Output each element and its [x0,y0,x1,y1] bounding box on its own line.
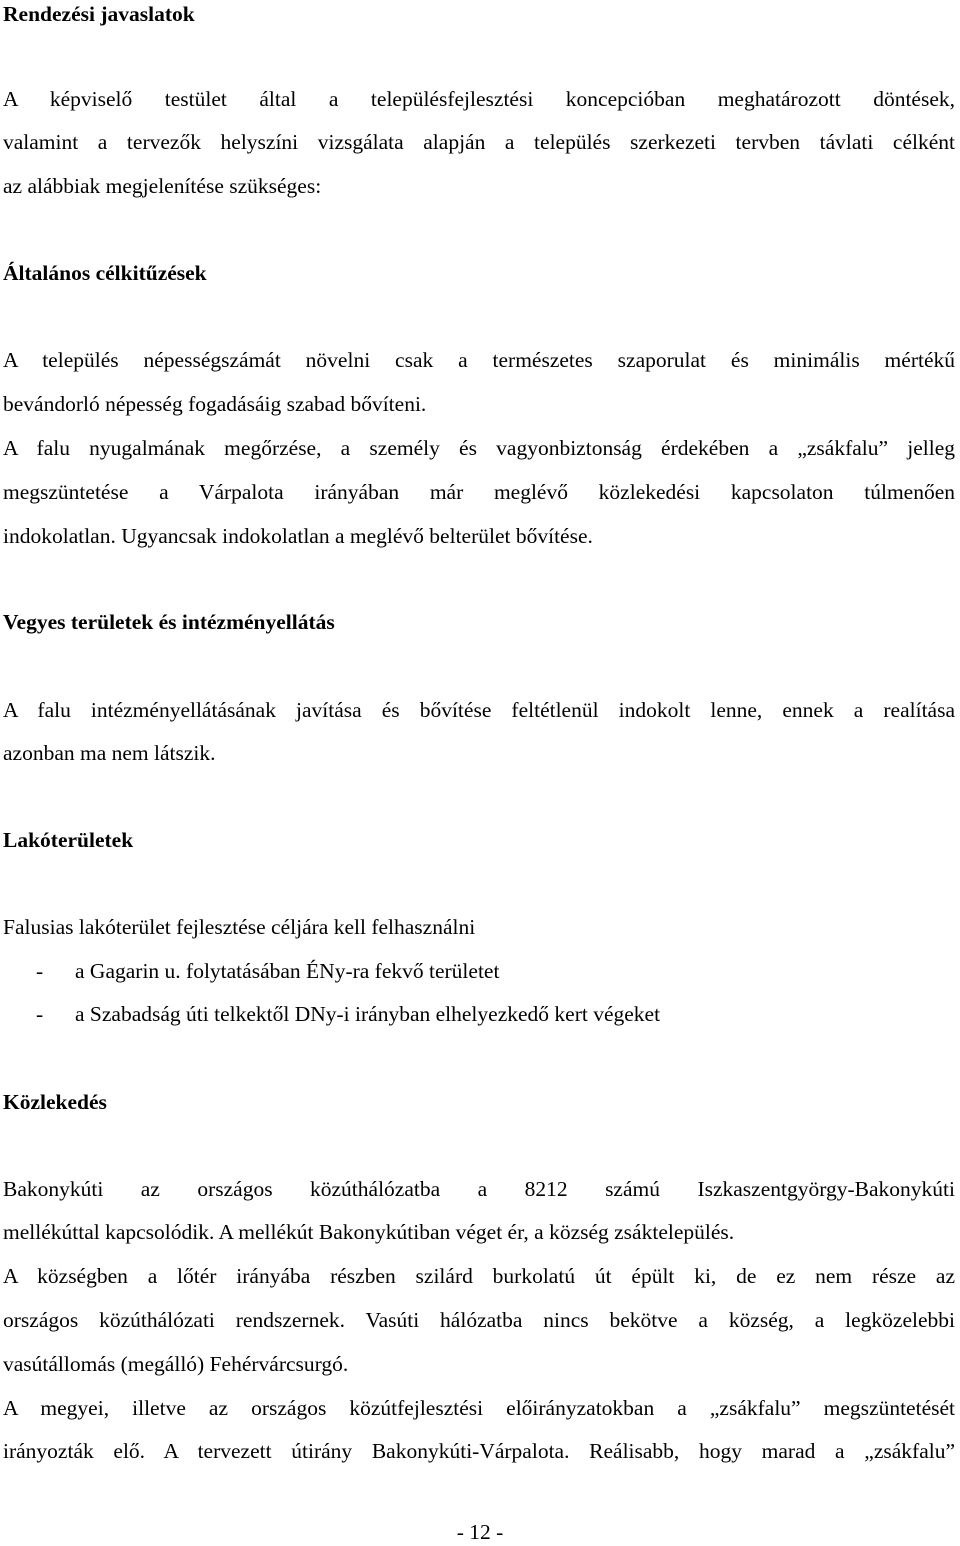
paragraph-line: indokolatlan. Ugyancsak indokolatlan a meglévő belterület bővítése. [3,524,593,548]
paragraph-line: bevándorló népesség fogadásáig szabad bővíteni. [3,392,427,416]
bullet-marker: - [36,1002,44,1026]
bullet-marker: - [36,959,44,983]
bullet-text: a Szabadság úti telkektől DNy-i irányban elhelyezkedő kert végeket [75,1002,661,1026]
paragraph-line: valamint a tervezők helyszíni vizsgálata alapján a település szerkezeti tervben távlati célként [3,130,955,154]
paragraph-line: országos közúthálózati rendszernek. Vasúti hálózatba nincs bekötve a község, a legközelebbi [3,1308,955,1332]
bullet-text: a Gagarin u. folytatásában ÉNy-ra fekvő területet [75,959,500,983]
paragraph-line: vasútállomás (megálló) Fehérvárcsurgó. [3,1352,349,1376]
paragraph-line: Bakonykúti az országos közúthálózatba a 8212 számú Iszkaszentgyörgy-Bakonykúti [3,1177,955,1201]
page-number: - 12 - [456,1520,504,1544]
paragraph-line: Falusias lakóterület fejlesztése céljára kell felhasználni [3,915,476,939]
paragraph-line: irányozták elő. A tervezett útirány Bakonykúti-Várpalota. Reálisabb, hogy marad a „zsákfalu” [3,1439,955,1463]
paragraph-line: azonban ma nem látszik. [3,741,216,765]
paragraph-line: A községben a lőtér irányába részben szilárd burkolatú út épült ki, de ez nem része az [3,1264,955,1288]
paragraph-line: az alábbiak megjelenítése szükséges: [3,174,322,198]
paragraph-line: mellékúttal kapcsolódik. A mellékút Bakonykútiban véget ér, a község zsáktelepülés. [3,1220,735,1244]
paragraph-line: A falu intézményellátásának javítása és bővítése feltétlenül indokolt lenne, ennek a realítása [3,698,955,722]
section-heading-lakoteruletek: Lakóterületek [3,828,134,852]
section-heading-altalanos: Általános célkitűzések [3,261,207,285]
paragraph-line: A falu nyugalmának megőrzése, a személy és vagyonbiztonság érdekében a „zsákfalu” jelleg [3,436,955,460]
section-heading-rendezesi: Rendezési javaslatok [3,2,195,26]
paragraph-line: megszüntetése a Várpalota irányában már meglévő közlekedési kapcsolaton túlmenően [3,480,955,504]
paragraph-line: A település népességszámát növelni csak a természetes szaporulat és minimális mértékű [3,348,955,372]
section-heading-vegyes: Vegyes területek és intézményellátás [3,610,335,634]
paragraph-line: A képviselő testület által a településfejlesztési koncepcióban meghatározott döntések, [3,87,955,111]
paragraph-line: A megyei, illetve az országos közútfejlesztési előirányzatokban a „zsákfalu” megszüntetését [3,1396,955,1420]
section-heading-kozlekedes: Közlekedés [3,1090,107,1114]
